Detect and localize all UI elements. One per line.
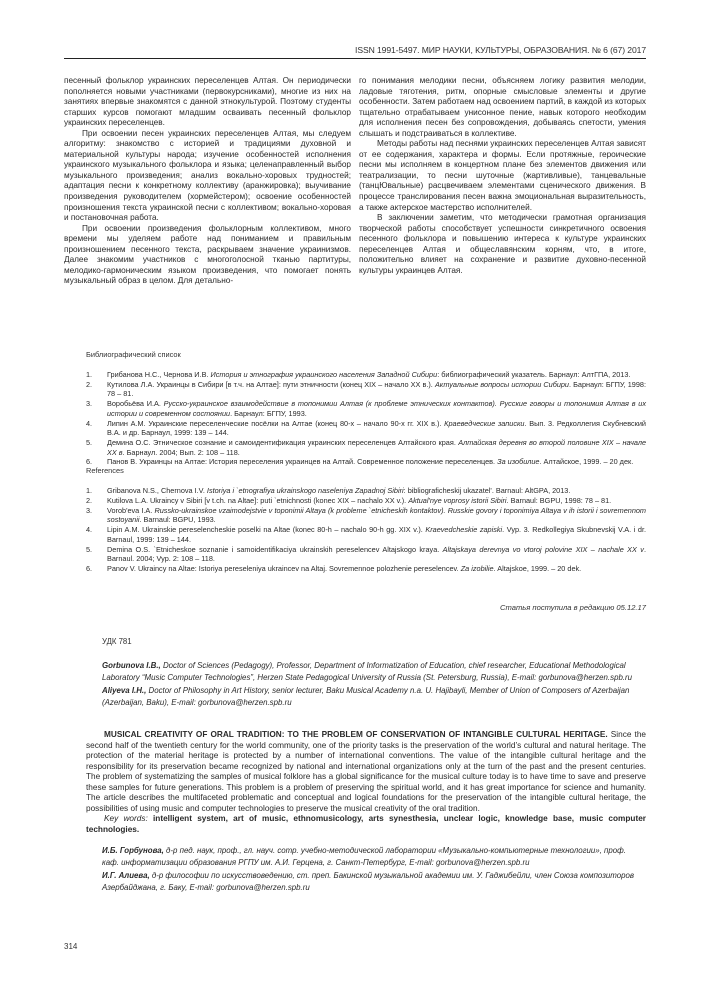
paragraph: В заключении заметим, что методически грамотная организация творческой работы способствует успешности синкретичного освоения песенного фольклора и повышению интереса к культуре украинских переселенцев Алтая и общеславянским корням, что, в итоге, положительно влияет на сохранение и развитие духовно-песенной культуры украинцев Алтая.: [359, 213, 646, 275]
reference-item: 3. Воробьёва И.А. Русско-украинское взаимодействие в топонимии Алтая (к проблеме этнических контактов). Русские говоры и топонимия Алтая в их истории и современном состоянии. Барнаул: БГПУ, 1993.: [86, 399, 646, 418]
reference-item: 5. Демина О.С. Этническое сознание и самоидентификация украинских переселенцев Алтайского края. Алтайская деревня во второй половине XIX – начале XX в. Барнаул. 2004; Вып. 2: 108 – 118.: [86, 438, 646, 457]
keywords: Key words: intelligent system, art of music, ethnomusicology, arts synesthesia, unclear logic, knowledge base, music computer technologies.: [86, 814, 646, 834]
abstract-english: [86, 730, 646, 835]
body-columns: [64, 76, 646, 287]
udk-code: УДК 781: [102, 637, 132, 646]
reference-item: 5. Demina O.S. `Etnicheskoe soznanie i samoidentifikaciya ukrainskih pereselencev Altajskogo kraya. Altajskaya derevnya vo vtoroj polovine XIX – nachale XX v. Barnaul. 2004; Vyp. 2: 108 – 118.: [86, 544, 646, 564]
header-divider: [64, 58, 646, 59]
running-header: ISSN 1991-5497. МИР НАУКИ, КУЛЬТУРЫ, ОБРАЗОВАНИЯ. № 6 (67) 2017: [355, 45, 646, 55]
author-entry: Gorbunova I.B., Doctor of Sciences (Pedagogy), Professor, Department of Informatization of Education, chief researcher, Educational Methodological Laboratory “Music Computer Technologies”, Herzen State Pedagogical University of Russia (St. Petersburg, Russia), E-mail: gorbunova@herzen.spb.ru: [102, 661, 633, 683]
author-name: Aliyeva I.H.,: [102, 685, 147, 695]
paragraph: При освоении песен украинских переселенцев Алтая, мы следуем алгоритму: знакомство с историей и традициями духовной и материальной культуры народа; изучение особенностей исполнения украинского музыкального фольклора и языка; целенаправленный выбор музыкального произведения; анализ вокально-хоровых трудностей; адаптация песни к конкретному коллективу (аранжировка); выучивание произведения руководителем (хормейстером); освоение особенностей произношения текста украинской песни с коллективом; вокально-хоровая и постановочная работа.: [64, 128, 351, 223]
reference-item: 1. Gribanova N.S., Chernova I.V. Istoriya i `etnografiya ukrainskogo naseleniya Zapadnoj Sibiri: bibliograficheskij ukazatel'. Barnaul: AltGPA, 2013.: [86, 486, 571, 495]
abstract-paragraph: MUSICAL CREATIVITY OF ORAL TRADITION: TO THE PROBLEM OF CONSERVATION OF INTANGIBLE CULTURAL HERITAGE. Since the second half of the twentieth century for the world community, one of the priority tasks is the preservation of the world’s cultural and natural heritage. The protection of the material heritage is protected by a number of international conventions. The value of the intangible cultural heritage and the responsibility for its preservation became recognized by national and international organizations only at the turn of the past and the present centuries. The problem of systematizing the samples of musical folklore has a global significance for the musical culture today is to have time to save and preserve these samples for future generations. This problem is a problem of preserving the spiritual world, and it has great importance for science and humanity. The article describes the multifaceted problematic and conceptual and logical foundations for the preservation of the intangible cultural heritage, the possibilities of using music and computer technologies to preserve the musical creativity of the oral tradition.: [86, 730, 646, 813]
author-entry: И.Б. Горбунова, д-р пед. наук, проф., гл. науч. сотр. учебно-методической лаборатории «Музыкально-компьютерные технологии», проф. каф. информатизации образования РГПУ им. А.И. Герцена, г. Санкт-Петербург, E-mail: gorbunova@herzen.spb.ru: [102, 846, 626, 868]
paragraph: го понимания мелодики песни, объясняем логику развития мелодии, ладовые тяготения, ритм, опорные смысловые элементы и другие особенности. Затем работаем над освоением партий, в каждой из которых тщательно отрабатываем унисонное пение, навык которого необходим для исполнения песен без сопровождения, добываясь спетости, умения слышать и подстраиваться в коллективе.: [359, 76, 646, 138]
author-name: И.Б. Горбунова,: [102, 846, 164, 855]
authors-english: [102, 660, 642, 709]
reference-item: 1. Грибанова Н.С., Чернова И.В. История и этнография украинского населения Западной Сибири: библиографический указатель. Барнаул: АлтГПА, 2013.: [86, 370, 631, 379]
author-name: Gorbunova I.B.,: [102, 661, 161, 670]
article-title: MUSICAL CREATIVITY OF ORAL TRADITION: TO THE PROBLEM OF CONSERVATION OF INTANGIBLE CULTURAL HERITAGE.: [104, 730, 608, 739]
author-entry: И.Г. Алиева, д-р философии по искусствоведению, ст. преп. Бакинской музыкальной академии им. У. Гаджибейли, член Союза композиторов Азербайджана, г. Баку, E-mail: gorbunova@herzen.spb.ru: [102, 870, 635, 892]
received-date-note: Статья поступила в редакцию 05.12.17: [500, 603, 646, 612]
right-column: [359, 76, 646, 287]
author-entry: Aliyeva I.H., Doctor of Philosophy in Art History, senior lecturer, Baku Musical Academy n.a. U. Hajibayli, Member of Union of Composers of Azerbaijan (Azerbaijan, Baku), E-mail: gorbunova@herzen.spb.ru: [102, 685, 630, 707]
paragraph: При освоении произведения фольклорным коллективом, много времени мы уделяем работе над пониманием и правильным произношением песенного текста, раскрываем значение украинизмов. Далее знакомим участников с многоголосной тканью партитуры, мелодико-гармоническим языком произведения, что помогает понять музыкальный образ в целом. Для детально-: [64, 223, 351, 286]
reference-item: 6. Panov V. Ukraincy na Altae: Istoriya pereseleniya ukraincev na Altaj. Sovremennoe polozhenie pereselencev. Za izobilie. Altajskoe, 1999. – 20 dek.: [86, 563, 582, 573]
paragraph: песенный фольклор украинских переселенцев Алтая. Он периодически пополняется новыми участниками (первокурсниками), многие из них на занятиях впервые знакомятся с данной этнокультурой. Поэтому студенты старших курсов помогают младшим осваивать песенный фольклор украинских переселенцев.: [64, 76, 351, 128]
references-list-en: [86, 486, 646, 574]
author-name: И.Г. Алиева,: [102, 870, 150, 880]
left-column: [64, 76, 351, 287]
paragraph: Методы работы над песнями украинских переселенцев Алтая зависят от ее содержания, характера и формы. Если протяжные, героические песни мы исполняем в концертном плане без элементов движения или театрализации, то песни шуточные (жартивливые), танцевальные (танцЮвальные) расцвечиваем элементами сценического движения. В процессе транслирования песен важна эмоциональная выразительность, а также актерское мастерство исполнителей.: [359, 139, 646, 212]
bibliography-title: Библиографический список: [86, 350, 181, 359]
reference-item: 4. Lipin A.M. Ukrainskie pereselencheskie poselki na Altae (konec 80-h – nachalo 90-h gg. XIX v.). Kraevedcheskie zapiski. Vyp. 3. Redkollegiya Skubnevskij V.A. i dr. Barnaul, 1999: 139 – 144.: [86, 525, 646, 544]
reference-item: 6. Панов В. Украинцы на Алтае: История переселения украинцев на Алтай. Современное положение переселенцев. За изобилие. Алтайское, 1999. – 20 дек.: [86, 457, 634, 467]
page-number: 314: [64, 942, 78, 951]
reference-item: 2. Kutilova L.A. Ukraincy v Sibiri [v t.ch. na Altae]: puti `etnichnosti (konec XIX – nachalo XX v.). Aktual'nye voprosy istorii Sibiri. Barnaul: BGPU, 1998: 78 – 81.: [86, 495, 612, 505]
reference-item: 3. Vorob'eva I.A. Russko-ukrainskoe vzaimodejstvie v toponimii Altaya (k probleme `etnicheskih kontaktov). Russkie govory i toponimiya Altaya v ih istorii i sovremennom sostoyanii. Barnaul: BGPU, 1993.: [86, 505, 647, 525]
bibliography-list-ru: [86, 370, 646, 467]
references-title: References: [86, 466, 124, 475]
reference-item: 4. Липин А.М. Украинские переселенческие посёлки на Алтае (конец 80-х – начало 90-х гг. XIX в.). Краеведческие записки. Вып. 3. Редколлегия Скубневский В.А. и др. Барнаул, 1999: 139 – 144.: [86, 418, 647, 438]
reference-item: 2. Кутилова Л.А. Украинцы в Сибири [в т.ч. на Алтае]: пути этничности (конец XIX – начало XX в.). Актуальные вопросы истории Сибири. Барнаул: БГПУ, 1998: 78 – 81.: [86, 379, 646, 399]
authors-russian: [102, 845, 642, 894]
